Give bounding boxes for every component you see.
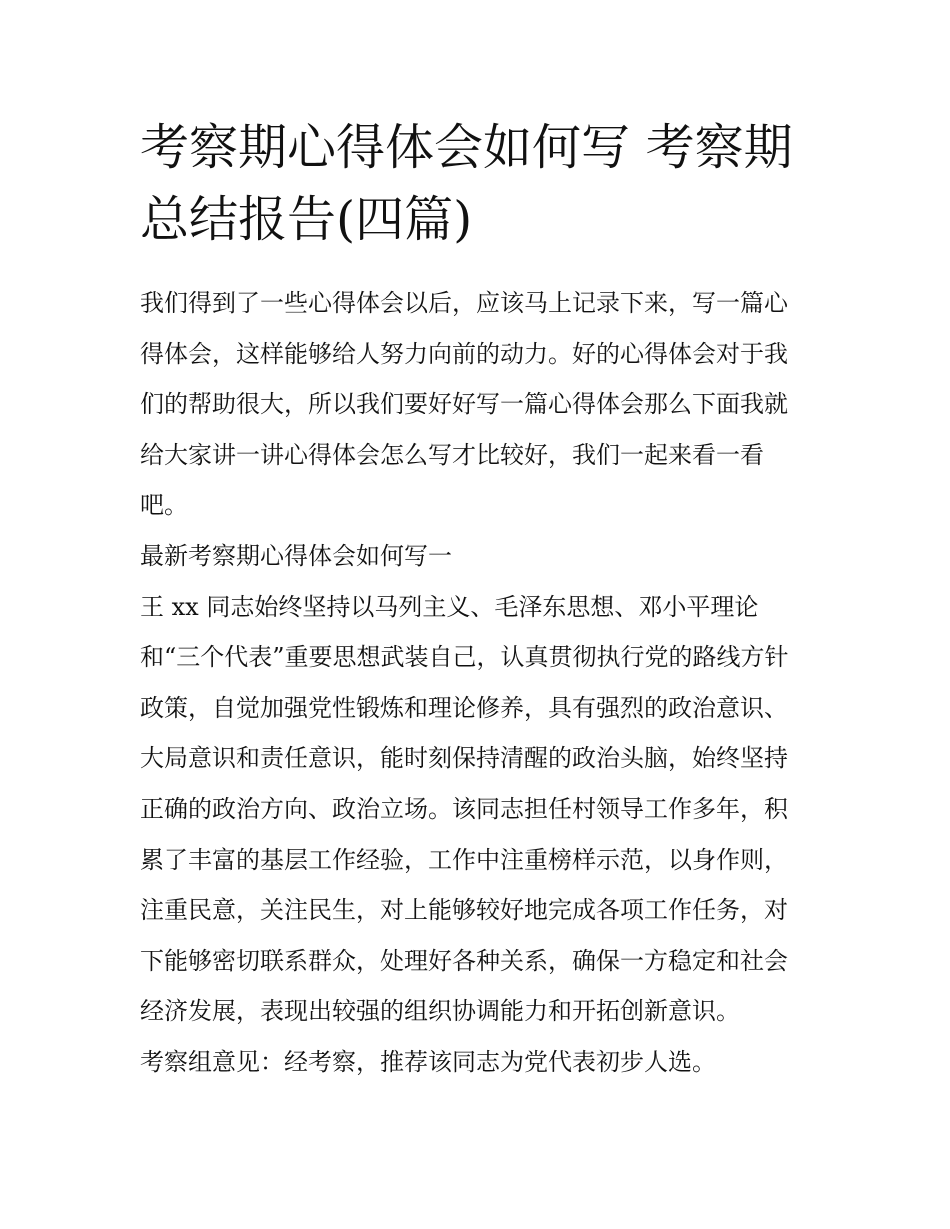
paragraph-line: 注重民意，关注民生，对上能够较好地完成各项工作任务，对	[140, 896, 788, 925]
paragraph-line: 吧。	[140, 491, 188, 520]
paragraph-line: 下能够密切联系群众，处理好各种关系，确保一方稳定和社会	[140, 946, 788, 975]
title-line: 考察期心得体会如何写 考察期	[140, 119, 793, 176]
document-body	[140, 278, 830, 1088]
paragraph-line: 和“三个代表”重要思想武装自己，认真贯彻执行党的路线方针	[140, 643, 789, 672]
paragraph-line: 经济发展，表现出较强的组织协调能力和开拓创新意识。	[140, 997, 740, 1026]
section-heading: 最新考察期心得体会如何写一	[140, 541, 452, 570]
paragraph-line: 王 xx 同志始终坚持以马列主义、毛泽东思想、邓小平理论	[140, 592, 759, 621]
paragraph-line: 们的帮助很大，所以我们要好好写一篇心得体会那么下面我就	[140, 390, 788, 419]
document-title	[140, 112, 820, 256]
paragraph-line: 给大家讲一讲心得体会怎么写才比较好，我们一起来看一看	[140, 440, 764, 469]
title-line: 总结报告(四篇)	[140, 191, 473, 248]
paragraph-line: 正确的政治方向、政治立场。该同志担任村领导工作多年，积	[140, 794, 788, 823]
paragraph-line: 考察组意见：经考察，推荐该同志为党代表初步人选。	[140, 1047, 716, 1076]
paragraph-line: 我们得到了一些心得体会以后，应该马上记录下来，写一篇心	[140, 289, 788, 317]
paragraph-line: 得体会，这样能够给人努力向前的动力。好的心得体会对于我	[140, 339, 788, 368]
paragraph-line: 累了丰富的基层工作经验，工作中注重榜样示范，以身作则，	[140, 845, 788, 874]
paragraph-line: 政策，自觉加强党性锻炼和理论修养，具有强烈的政治意识、	[140, 693, 788, 722]
paragraph-line: 大局意识和责任意识，能时刻保持清醒的政治头脑，始终坚持	[140, 744, 788, 773]
